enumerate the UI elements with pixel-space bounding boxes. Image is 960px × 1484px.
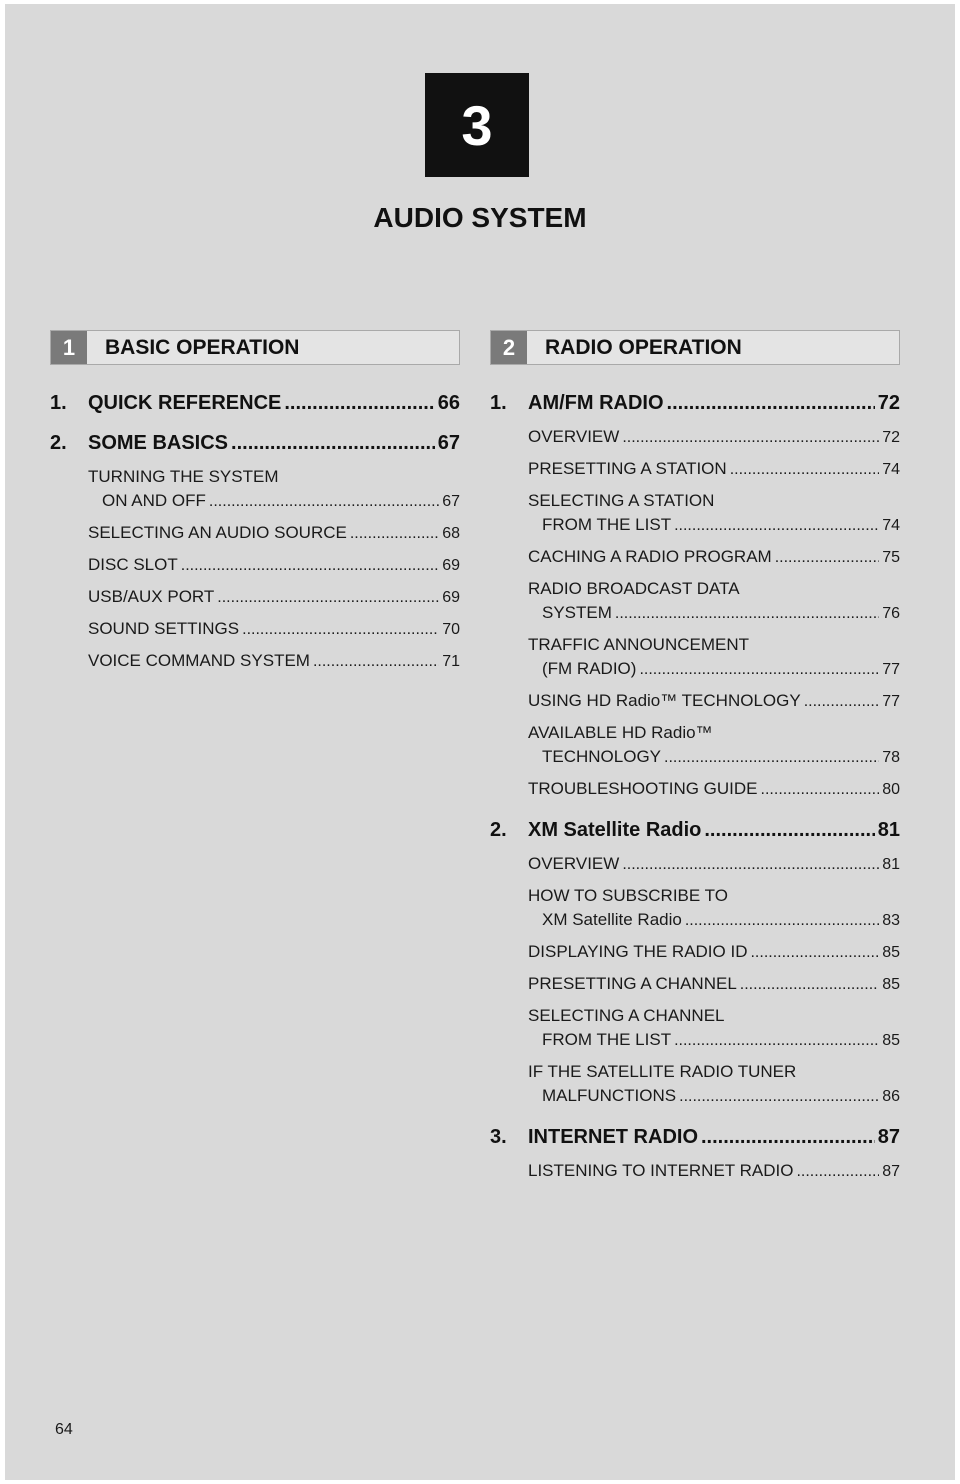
toc-chapter bbox=[50, 431, 460, 674]
page-number: 64 bbox=[55, 1421, 73, 1438]
toc-subitem-row bbox=[528, 1084, 900, 1109]
toc-subitem[interactable] bbox=[528, 1004, 900, 1053]
toc-chapter-page: 66 bbox=[437, 392, 460, 414]
toc-subitem-row bbox=[528, 777, 900, 802]
toc-subitem-row bbox=[528, 425, 900, 450]
toc-chapter-number: 2. bbox=[50, 432, 67, 454]
toc-subitem-page: 85 bbox=[882, 976, 900, 993]
toc-subitem-label: VOICE COMMAND SYSTEM bbox=[88, 651, 310, 670]
toc-subitem-label: IF THE SATELLITE RADIO TUNER bbox=[528, 1062, 797, 1081]
toc-subitem-label-continued: ON AND OFF bbox=[102, 491, 206, 510]
dot-leader bbox=[704, 818, 874, 842]
toc-chapter-label: AM/FM RADIO bbox=[528, 392, 664, 414]
toc-chapter-link[interactable] bbox=[50, 391, 460, 415]
toc-subitem-row bbox=[528, 852, 900, 877]
dot-leader bbox=[313, 650, 439, 674]
toc-subitem[interactable] bbox=[528, 425, 900, 450]
chapter-number: 3 bbox=[461, 93, 493, 157]
toc-subitem[interactable] bbox=[528, 633, 900, 682]
toc-subitem[interactable] bbox=[88, 585, 460, 610]
toc-subitem-row bbox=[88, 649, 460, 674]
toc-subitem-row bbox=[528, 1028, 900, 1053]
toc-subitem-label: SELECTING AN AUDIO SOURCE bbox=[88, 523, 347, 542]
dot-leader bbox=[750, 941, 879, 965]
toc-subitem-page: 81 bbox=[882, 856, 900, 873]
dot-leader bbox=[284, 391, 434, 415]
toc-subitem-row bbox=[528, 545, 900, 570]
dot-leader bbox=[209, 490, 439, 514]
section-number: 2 bbox=[491, 331, 527, 364]
toc-subitem[interactable] bbox=[528, 940, 900, 965]
toc-subitem-label: TURNING THE SYSTEM bbox=[88, 467, 279, 486]
toc-subitem-label-continued: FROM THE LIST bbox=[542, 515, 672, 534]
toc-subitem-page: 77 bbox=[882, 661, 900, 678]
toc-subitem-label: USING HD Radio™ TECHNOLOGY bbox=[528, 691, 801, 710]
toc-subitem-label-continued: MALFUNCTIONS bbox=[542, 1086, 677, 1105]
toc-subitem[interactable] bbox=[528, 689, 900, 714]
toc-subitem-label: OVERVIEW bbox=[528, 854, 620, 873]
toc-subitem[interactable] bbox=[528, 721, 900, 770]
toc-chapter-link[interactable] bbox=[490, 818, 900, 842]
toc-subitem-label: DISC SLOT bbox=[88, 555, 178, 574]
toc-subitem[interactable] bbox=[88, 521, 460, 546]
toc-subitem-page: 78 bbox=[882, 749, 900, 766]
toc-chapter-label: INTERNET RADIO bbox=[528, 1126, 698, 1148]
toc-chapter-page: 67 bbox=[437, 432, 460, 454]
toc-subitem[interactable] bbox=[528, 852, 900, 877]
toc-subitem-row bbox=[528, 745, 900, 770]
toc-subitem-label: PRESETTING A CHANNEL bbox=[528, 974, 737, 993]
section-number: 1 bbox=[51, 331, 87, 364]
toc-subitem-label: SOUND SETTINGS bbox=[88, 619, 240, 638]
toc-chapter bbox=[490, 1125, 900, 1184]
dot-leader bbox=[181, 554, 439, 578]
toc-subitem-list bbox=[50, 465, 460, 674]
toc-subitem-page: 74 bbox=[882, 517, 900, 534]
toc-subitem-row bbox=[528, 1159, 900, 1184]
toc-subitem-page: 77 bbox=[882, 693, 900, 710]
toc-chapter-link[interactable] bbox=[490, 391, 900, 415]
toc-subitem[interactable] bbox=[528, 489, 900, 538]
dot-leader bbox=[217, 586, 439, 610]
toc-subitem-list bbox=[490, 852, 900, 1109]
dot-leader bbox=[231, 431, 435, 455]
toc-subitem-label: CACHING A RADIO PROGRAM bbox=[528, 547, 772, 566]
toc-subitem-label: OVERVIEW bbox=[528, 427, 620, 446]
toc-subitem[interactable] bbox=[528, 1159, 900, 1184]
toc-subitem-list bbox=[490, 1159, 900, 1184]
toc-chapter-link[interactable] bbox=[490, 1125, 900, 1149]
dot-leader bbox=[804, 690, 880, 714]
toc-subitem-label: SELECTING A CHANNEL bbox=[528, 1006, 725, 1025]
toc-subitem[interactable] bbox=[528, 777, 900, 802]
toc-chapter-page: 72 bbox=[877, 392, 900, 414]
toc-subitem-page: 68 bbox=[442, 525, 460, 542]
toc-subitem-page: 72 bbox=[882, 429, 900, 446]
toc-subitem[interactable] bbox=[528, 545, 900, 570]
toc-subitem-page: 74 bbox=[882, 461, 900, 478]
toc-subitem-label: RADIO BROADCAST DATA bbox=[528, 579, 740, 598]
dot-leader bbox=[740, 973, 879, 997]
toc-subitem-row bbox=[528, 972, 900, 997]
toc-subitem-row bbox=[88, 585, 460, 610]
dot-leader bbox=[685, 909, 879, 933]
toc-subitem-label-continued: FROM THE LIST bbox=[542, 1030, 672, 1049]
toc-chapter-label: SOME BASICS bbox=[88, 432, 229, 454]
dot-leader bbox=[242, 618, 439, 642]
toc-subitem-row bbox=[528, 940, 900, 965]
toc-subitem-page: 85 bbox=[882, 1032, 900, 1049]
toc-subitem-row bbox=[88, 489, 460, 514]
toc-subitem-label: TRAFFIC ANNOUNCEMENT bbox=[528, 635, 749, 654]
toc-subitem-label: PRESETTING A STATION bbox=[528, 459, 727, 478]
dot-leader bbox=[701, 1125, 875, 1149]
toc-subitem-list bbox=[490, 425, 900, 802]
toc-subitem-row bbox=[88, 521, 460, 546]
toc-subitem-page: 67 bbox=[442, 493, 460, 510]
toc-subitem-label: AVAILABLE HD Radio™ bbox=[528, 723, 713, 742]
toc-chapter-label: XM Satellite Radio bbox=[528, 819, 702, 841]
dot-leader bbox=[674, 1029, 879, 1053]
toc-chapter-page: 81 bbox=[877, 819, 900, 841]
toc-subitem-row bbox=[528, 908, 900, 933]
dot-leader bbox=[622, 853, 879, 877]
toc-subitem-label: USB/AUX PORT bbox=[88, 587, 215, 606]
toc-chapter-link[interactable] bbox=[50, 431, 460, 455]
section-header bbox=[490, 330, 900, 365]
toc-subitem-label: LISTENING TO INTERNET RADIO bbox=[528, 1161, 794, 1180]
section-column-basic-operation bbox=[50, 330, 460, 690]
toc-subitem-label: DISPLAYING THE RADIO ID bbox=[528, 942, 748, 961]
toc-subitem-page: 70 bbox=[442, 621, 460, 638]
dot-leader bbox=[796, 1160, 879, 1184]
toc-subitem-row bbox=[528, 601, 900, 626]
section-title: BASIC OPERATION bbox=[105, 335, 300, 359]
toc-subitem-row bbox=[88, 553, 460, 578]
toc-subitem-page: 76 bbox=[882, 605, 900, 622]
toc-subitem-label: HOW TO SUBSCRIBE TO bbox=[528, 886, 728, 905]
chapter-title: AUDIO SYSTEM bbox=[373, 202, 587, 233]
dot-leader bbox=[761, 778, 880, 802]
toc-chapter-number: 2. bbox=[490, 819, 507, 841]
toc-subitem[interactable] bbox=[528, 577, 900, 626]
toc-subitem[interactable] bbox=[88, 553, 460, 578]
toc-chapter-number: 3. bbox=[490, 1126, 507, 1148]
dot-leader bbox=[730, 458, 880, 482]
toc-subitem[interactable] bbox=[88, 649, 460, 674]
toc-subitem-label-continued: XM Satellite Radio bbox=[542, 910, 682, 929]
toc-chapter-number: 1. bbox=[490, 392, 507, 414]
toc-chapter-number: 1. bbox=[50, 392, 67, 414]
toc-subitem[interactable] bbox=[528, 884, 900, 933]
toc-subitem-page: 80 bbox=[882, 781, 900, 798]
toc-subitem-page: 75 bbox=[882, 549, 900, 566]
dot-leader bbox=[674, 514, 879, 538]
section-column-radio-operation bbox=[490, 330, 900, 1200]
toc-subitem-page: 85 bbox=[882, 944, 900, 961]
toc-subitem-page: 71 bbox=[442, 653, 460, 670]
toc-subitem-page: 86 bbox=[882, 1088, 900, 1105]
toc-subitem[interactable] bbox=[88, 465, 460, 514]
dot-leader bbox=[775, 546, 880, 570]
toc-subitem[interactable] bbox=[528, 972, 900, 997]
dot-leader bbox=[350, 522, 439, 546]
toc-subitem-row bbox=[528, 657, 900, 682]
section-header bbox=[50, 330, 460, 365]
dot-leader bbox=[664, 746, 879, 770]
toc-subitem[interactable] bbox=[528, 1060, 900, 1109]
toc-subitem-label-continued: (FM RADIO) bbox=[542, 659, 637, 678]
toc-subitem-row bbox=[528, 513, 900, 538]
toc-subitem-page: 69 bbox=[442, 557, 460, 574]
dot-leader bbox=[639, 658, 879, 682]
toc-subitem-row bbox=[528, 457, 900, 482]
toc-chapter bbox=[490, 391, 900, 802]
chapter-number-box bbox=[425, 73, 529, 177]
chapter-list bbox=[50, 391, 460, 674]
dot-leader bbox=[679, 1085, 879, 1109]
toc-subitem[interactable] bbox=[528, 457, 900, 482]
toc-chapter-label: QUICK REFERENCE bbox=[88, 392, 282, 414]
toc-subitem-page: 83 bbox=[882, 912, 900, 929]
section-title: RADIO OPERATION bbox=[545, 335, 742, 359]
dot-leader bbox=[615, 602, 879, 626]
toc-subitem-page: 69 bbox=[442, 589, 460, 606]
toc-subitem-page: 87 bbox=[882, 1163, 900, 1180]
toc-subitem[interactable] bbox=[88, 617, 460, 642]
toc-subitem-label-continued: SYSTEM bbox=[542, 603, 612, 622]
toc-subitem-label: TROUBLESHOOTING GUIDE bbox=[528, 779, 758, 798]
chapter-list bbox=[490, 391, 900, 1184]
toc-chapter-page: 87 bbox=[877, 1126, 900, 1148]
toc-subitem-label: SELECTING A STATION bbox=[528, 491, 715, 510]
dot-leader bbox=[622, 426, 879, 450]
toc-subitem-label-continued: TECHNOLOGY bbox=[542, 747, 662, 766]
toc-subitem-row bbox=[88, 617, 460, 642]
dot-leader bbox=[667, 391, 875, 415]
toc-chapter bbox=[50, 391, 460, 415]
toc-chapter bbox=[490, 818, 900, 1109]
toc-subitem-row bbox=[528, 689, 900, 714]
